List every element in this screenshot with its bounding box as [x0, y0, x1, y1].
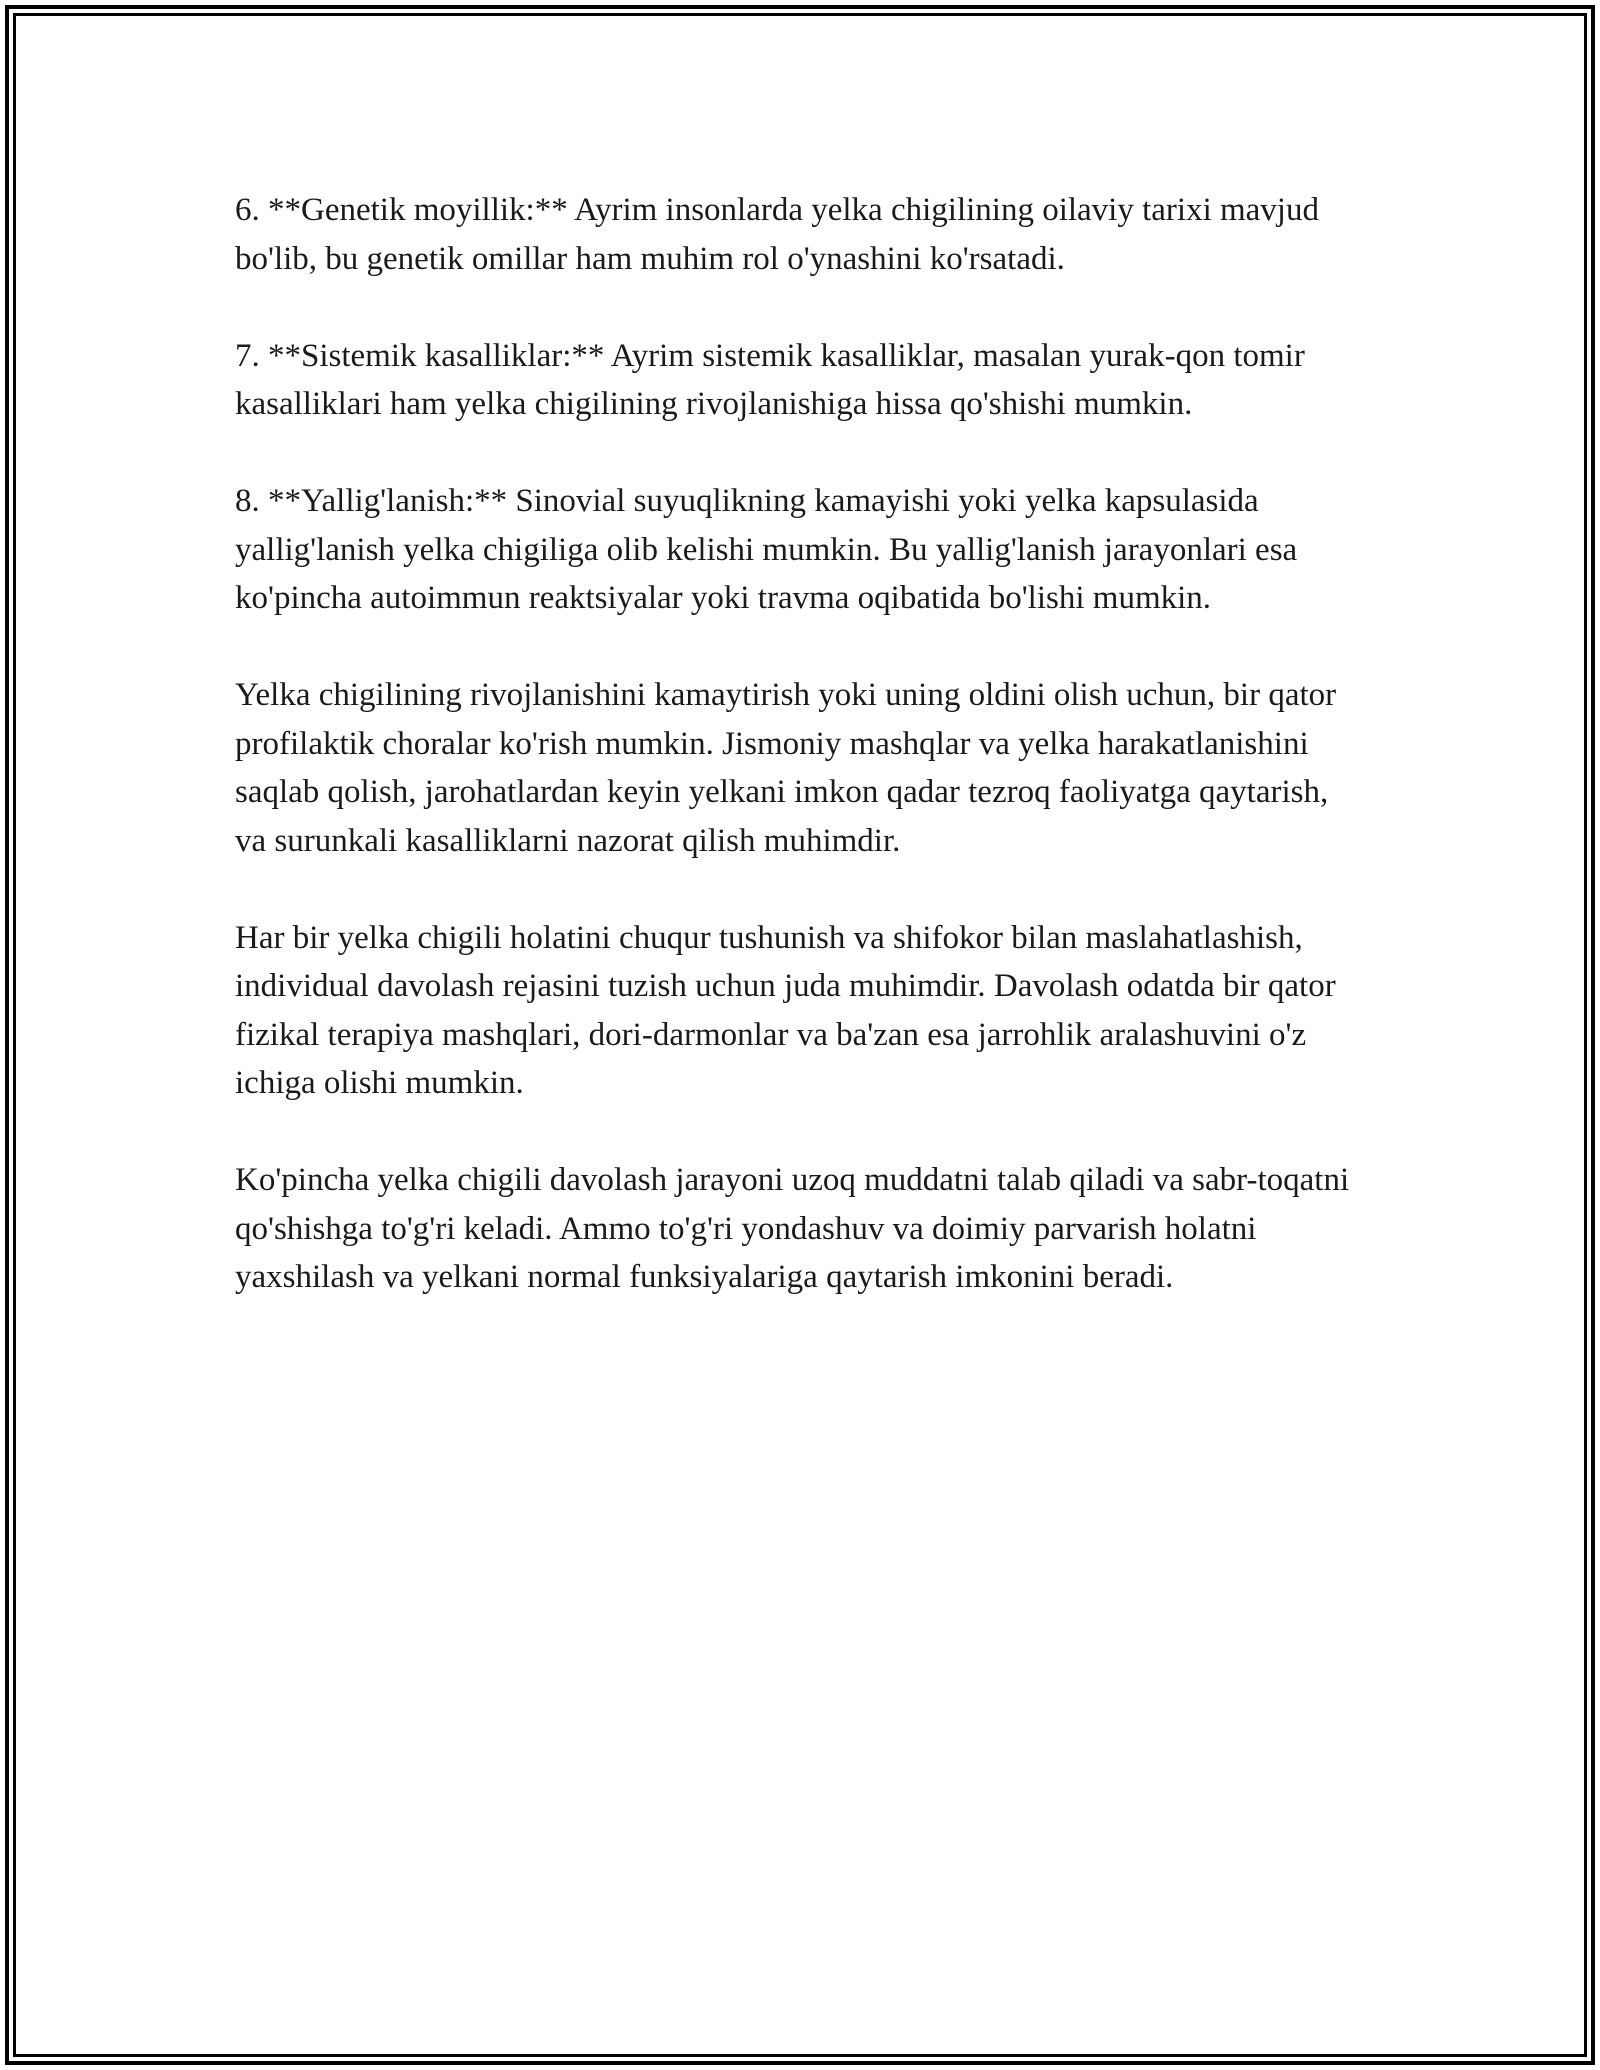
paragraph-inflammation: 8. **Yallig'lanish:** Sinovial suyuqlikning kamayishi yoki yelka kapsulasida yallig'lanish yelka chigiliga olib kelishi mumkin. Bu yallig'lanish jarayonlari esa ko'pincha autoimmun reaktsiyalar yoki travma oqibatida bo'lishi mumkin.: [235, 483, 1298, 616]
paragraph-conclusion: Ko'pincha yelka chigili davolash jarayoni uzoq muddatni talab qiladi va sabr-toqatni qo'shishga to'g'ri keladi. Ammo to'g'ri yondashuv va doimiy parvarish holatni yaxshilash va yelkani normal funksiyalariga qaytarish imkonini beradi.: [235, 1162, 1350, 1295]
paragraph-treatment: Har bir yelka chigili holatini chuqur tushunish va shifokor bilan maslahatlashish, individual davolash rejasini tuzish uchun juda muhimdir. Davolash odatda bir qator fizikal terapiya mashqlari, dori-darmonlar va ba'zan esa jarrohlik aralashuvini o'z ichiga olishi mumkin.: [235, 919, 1336, 1101]
paragraph-genetic-predisposition: 6. **Genetik moyillik:** Ayrim insonlarda yelka chigilining oilaviy tarixi mavjud bo'lib, bu genetik omillar ham muhim rol o'ynashini ko'rsatadi.: [235, 192, 1319, 277]
document-body: [235, 186, 1365, 1350]
paragraph-systemic-diseases: 7. **Sistemik kasalliklar:** Ayrim sistemik kasalliklar, masalan yurak-qon tomir kasalliklari ham yelka chigilining rivojlanishiga hissa qo'shishi mumkin.: [235, 337, 1305, 422]
paragraph-prevention: Yelka chigilining rivojlanishini kamaytirish yoki uning oldini olish uchun, bir qator profilaktik choralar ko'rish mumkin. Jismoniy mashqlar va yelka harakatlanishini saqlab qolish, jarohatlardan keyin yelkani imkon qadar tezroq faoliyatga qaytarish, va surunkali kasalliklarni nazorat qilish muhimdir.: [235, 677, 1337, 859]
